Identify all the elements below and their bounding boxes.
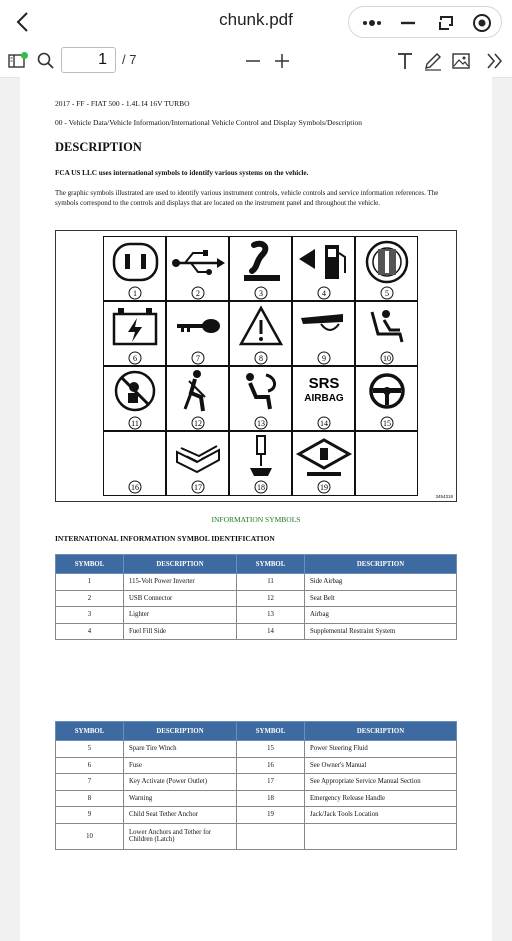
cell: 115-Volt Power Inverter — [124, 574, 237, 591]
cell: Spare Tire Winch — [124, 741, 237, 758]
table-row — [56, 790, 457, 807]
restore-icon — [431, 11, 461, 35]
cell: 18 — [237, 790, 305, 807]
cell: 2 — [56, 590, 124, 607]
emergency-release-icon — [230, 432, 293, 497]
cell: 17 — [237, 774, 305, 791]
cell — [305, 823, 457, 849]
symbol-cell-17 — [166, 431, 229, 496]
chevrons-right-icon — [482, 48, 508, 74]
back-button[interactable] — [10, 8, 38, 36]
col-header-description: DESCRIPTION — [305, 555, 457, 574]
cell: Emergency Release Handle — [305, 790, 457, 807]
col-header-symbol: SYMBOL — [56, 555, 124, 574]
airbag-text: AIRBAG — [304, 393, 344, 404]
section-path: 00 - Vehicle Data/Vehicle Information/International Vehicle Control and Display Symbols/Description — [55, 118, 362, 127]
search-icon — [33, 48, 59, 74]
cell: Fuel Fill Side — [124, 623, 237, 640]
cell: Fuse — [124, 757, 237, 774]
symbols-figure — [55, 230, 457, 502]
fuel-fill-icon — [293, 237, 356, 302]
symbol-number: 9 — [322, 354, 326, 363]
more-button[interactable] — [357, 11, 387, 35]
symbol-cell-3 — [229, 236, 292, 301]
symbol-number: 10 — [383, 354, 391, 363]
symbol-number: 17 — [194, 483, 202, 492]
table-row — [56, 807, 457, 824]
figure-code: 3454318 — [435, 494, 453, 499]
symbol-cell-9 — [292, 301, 355, 366]
symbol-number: 15 — [383, 419, 391, 428]
cell: USB Connector — [124, 590, 237, 607]
symbol-number: 12 — [194, 419, 202, 428]
table-row — [56, 741, 457, 758]
zoom-out-button[interactable] — [240, 48, 266, 74]
image-icon — [448, 48, 474, 74]
symbol-table-1 — [55, 554, 457, 640]
symbol-cell-4 — [292, 236, 355, 301]
cell: 14 — [237, 623, 305, 640]
airbag-icon — [230, 367, 293, 432]
symbol-cell-10 — [355, 301, 418, 366]
symbol-number: 2 — [196, 289, 200, 298]
srs-text: SRS — [308, 375, 340, 392]
jack-icon — [293, 432, 356, 497]
cell: Child Seat Tether Anchor — [124, 807, 237, 824]
title-bar — [0, 0, 512, 44]
table-row — [56, 823, 457, 849]
cell: 16 — [237, 757, 305, 774]
zoom-in-button[interactable] — [269, 48, 295, 74]
symbol-cell-16 — [103, 431, 166, 496]
key-icon — [167, 302, 230, 367]
cell: See Owner's Manual — [305, 757, 457, 774]
page-total: / 7 — [122, 52, 137, 67]
service-manual-icon — [167, 432, 230, 497]
close-button[interactable] — [467, 11, 497, 35]
col-header-symbol: SYMBOL — [237, 555, 305, 574]
cell: See Appropriate Service Manual Section — [305, 774, 457, 791]
symbol-number: 14 — [320, 419, 328, 428]
description-paragraph: The graphic symbols illustrated are used to identify various instrument controls, vehicle controls and service information references. The symbols correspond to the controls and displays that are located on the instrument panel and throughout the vehicle. — [55, 189, 439, 207]
table-row — [56, 590, 457, 607]
more-tools-button[interactable] — [482, 48, 508, 74]
symbol-cell-5 — [355, 236, 418, 301]
search-button[interactable] — [33, 48, 59, 74]
symbol-cell-14 — [292, 366, 355, 431]
cell: 5 — [56, 741, 124, 758]
more-dots-icon — [357, 11, 387, 35]
lighter-icon — [230, 237, 293, 302]
page-number-input[interactable]: 1 — [61, 47, 116, 73]
symbol-cell-12 — [166, 366, 229, 431]
text-tool-button[interactable] — [392, 48, 418, 74]
symbol-number: 8 — [259, 354, 263, 363]
symbol-cell-15 — [355, 366, 418, 431]
cell: Warning — [124, 790, 237, 807]
cell: Power Steering Fluid — [305, 741, 457, 758]
cell: 8 — [56, 790, 124, 807]
text-icon — [392, 48, 418, 74]
seat-belt-icon — [167, 367, 230, 432]
cell: 1 — [56, 574, 124, 591]
symbol-number: 19 — [320, 483, 328, 492]
cell: 7 — [56, 774, 124, 791]
col-header-description: DESCRIPTION — [124, 555, 237, 574]
table-row — [56, 607, 457, 624]
figure-caption: INFORMATION SYMBOLS — [211, 515, 301, 524]
minus-icon — [393, 11, 423, 35]
symbol-grid — [103, 236, 421, 495]
symbol-cell-2 — [166, 236, 229, 301]
symbol-number: 16 — [131, 483, 139, 492]
usb-icon — [167, 237, 230, 302]
fuse-battery-icon — [104, 302, 167, 367]
symbol-number: 3 — [259, 289, 263, 298]
minus-icon — [240, 48, 266, 74]
table-row — [56, 574, 457, 591]
sidebar-toggle-button[interactable] — [4, 48, 30, 74]
symbol-number: 5 — [385, 289, 389, 298]
srs-airbag-icon — [293, 367, 356, 432]
cell: Key Activate (Power Outlet) — [124, 774, 237, 791]
col-header-description: DESCRIPTION — [124, 722, 237, 741]
target-close-icon — [467, 11, 497, 35]
symbol-number: 7 — [196, 354, 200, 363]
table-row — [56, 623, 457, 640]
vehicle-line: 2017 - FF - FIAT 500 - 1.4L I4 16V TURBO — [55, 99, 190, 108]
cell: 4 — [56, 623, 124, 640]
cell: Jack/Jack Tools Location — [305, 807, 457, 824]
table-row — [56, 757, 457, 774]
col-header-description: DESCRIPTION — [305, 722, 457, 741]
symbol-cell-19 — [292, 431, 355, 496]
pdf-toolbar — [0, 44, 512, 78]
symbol-cell-13 — [229, 366, 292, 431]
symbol-cell-18 — [229, 431, 292, 496]
cell: 9 — [56, 807, 124, 824]
steering-wheel-icon — [356, 367, 419, 432]
symbol-table-2 — [55, 721, 457, 850]
symbol-number: 4 — [322, 289, 326, 298]
draw-tool-button[interactable] — [420, 48, 446, 74]
col-header-symbol: SYMBOL — [56, 722, 124, 741]
symbol-cell-6 — [103, 301, 166, 366]
cell: Airbag — [305, 607, 457, 624]
document-title: chunk.pdf — [219, 10, 293, 29]
image-tool-button[interactable] — [448, 48, 474, 74]
cell: Side Airbag — [305, 574, 457, 591]
symbol-number: 6 — [133, 354, 137, 363]
cell: 19 — [237, 807, 305, 824]
cell — [237, 823, 305, 849]
symbol-number: 11 — [131, 419, 139, 428]
symbol-cell-8 — [229, 301, 292, 366]
pdf-page — [20, 77, 492, 941]
symbol-cell-11 — [103, 366, 166, 431]
cell: 3 — [56, 607, 124, 624]
cell: 10 — [56, 823, 124, 849]
status-dot — [21, 52, 28, 59]
symbol-cell-empty — [355, 431, 418, 496]
symbol-number: 1 — [133, 289, 137, 298]
cell: Seat Belt — [305, 590, 457, 607]
warning-icon — [230, 302, 293, 367]
symbol-cell-7 — [166, 301, 229, 366]
child-seat-tether-icon — [293, 302, 356, 367]
power-outlet-icon — [104, 237, 167, 302]
minimize-button[interactable] — [393, 11, 423, 35]
window-controls — [348, 6, 502, 38]
restore-button[interactable] — [431, 11, 461, 35]
symbol-number: 18 — [257, 483, 265, 492]
chevron-left-icon — [10, 8, 38, 36]
table-heading: INTERNATIONAL INFORMATION SYMBOL IDENTIFICATION — [55, 534, 275, 543]
plus-icon — [269, 48, 295, 74]
table-row — [56, 774, 457, 791]
cell: 12 — [237, 590, 305, 607]
cell: 11 — [237, 574, 305, 591]
pen-icon — [420, 48, 446, 74]
section-heading: DESCRIPTION — [55, 140, 142, 154]
cell: 6 — [56, 757, 124, 774]
cell: Supplemental Restraint System — [305, 623, 457, 640]
owners-manual-icon — [104, 432, 167, 497]
latch-seat-icon — [356, 302, 419, 367]
cell: Lower Anchors and Tether for Children (Latch) — [124, 823, 237, 849]
cell: 15 — [237, 741, 305, 758]
side-airbag-icon — [104, 367, 167, 432]
cell: Lighter — [124, 607, 237, 624]
intro-text: FCA US LLC uses international symbols to identify various systems on the vehicle. — [55, 169, 309, 177]
col-header-symbol: SYMBOL — [237, 722, 305, 741]
cell: 13 — [237, 607, 305, 624]
spare-tire-winch-icon — [356, 237, 419, 302]
symbol-number: 13 — [257, 419, 265, 428]
symbol-cell-1 — [103, 236, 166, 301]
